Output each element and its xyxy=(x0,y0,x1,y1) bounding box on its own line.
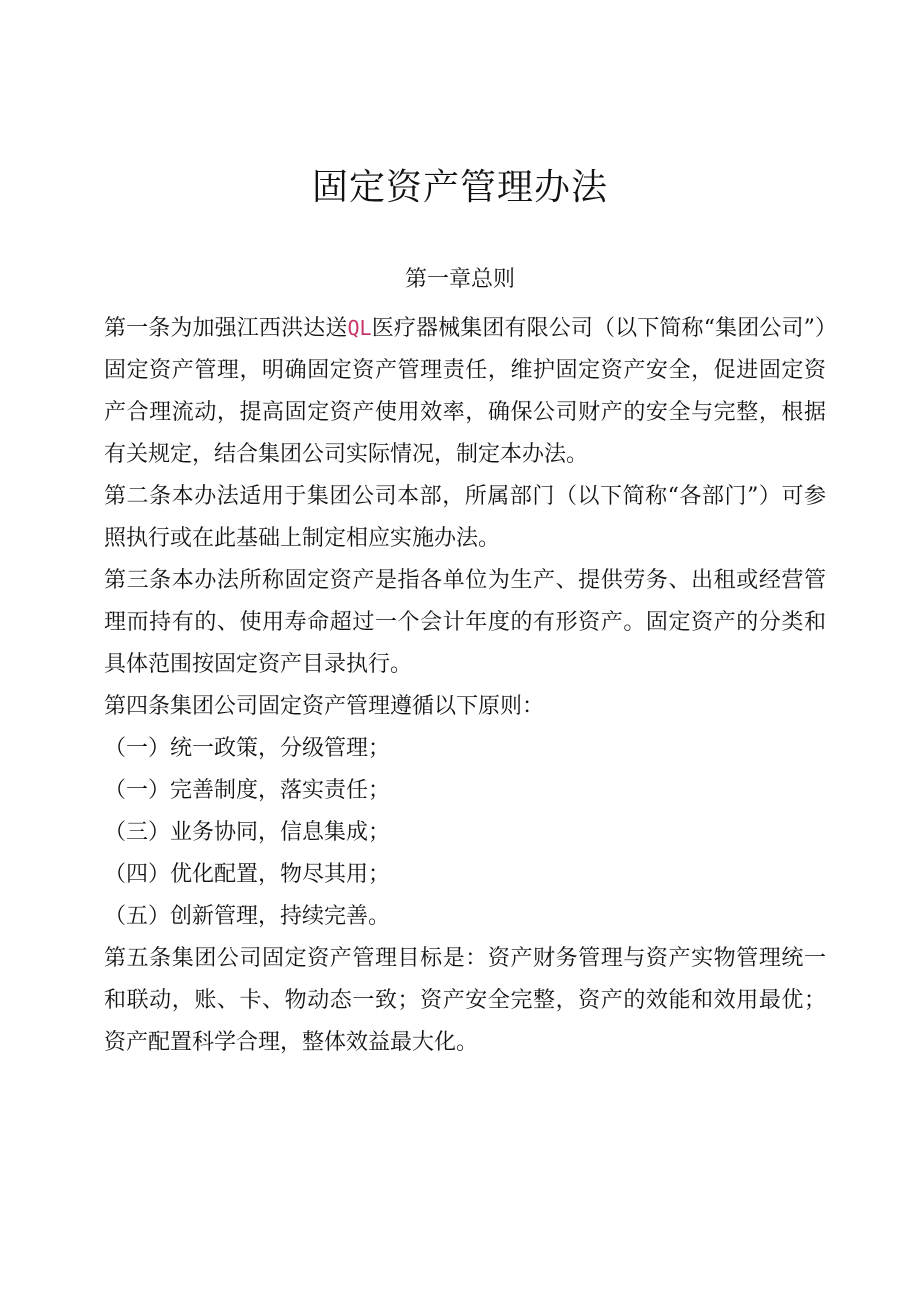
article-2: 第二条本办法适用于集团公司本部，所属部门（以下简称“各部门”）可参照执行或在此基础上制定相应实施办法。 xyxy=(104,484,826,551)
article-3: 第三条本办法所称固定资产是指各单位为生产、提供劳务、出租或经营管理而持有的、使用寿命超过一个会计年度的有形资产。固定资产的分类和具体范围按固定资产目录执行。 xyxy=(104,568,826,677)
principle-item-1: （一）统一政策，分级管理； xyxy=(104,736,391,761)
document-title: 固定资产管理办法 xyxy=(311,167,608,208)
principle-item-3: （三）业务协同，信息集成； xyxy=(104,820,391,845)
principle-item-5: （五）创新管理，持续完善。 xyxy=(104,904,391,929)
article-4: 第四条集团公司固定资产管理遵循以下原则： xyxy=(104,694,545,719)
chapter-heading: 第一章总则 xyxy=(404,267,515,292)
article-1 xyxy=(104,307,826,476)
document-body xyxy=(104,307,826,1064)
article-1-highlight: QL xyxy=(347,316,372,340)
article-5: 第五条集团公司固定资产管理目标是：资产财务管理与资产实物管理统一和联动，账、卡、物动态一致；资产安全完整，资产的效能和效用最优；资产配置科学合理，整体效益最大化。 xyxy=(104,946,826,1055)
principle-item-2: （一）完善制度，落实责任； xyxy=(104,778,391,803)
article-1-text-end: 医疗器械集团有限公司（以下简称“集团公司”）固定资产管理，明确固定资产管理责任，维护固定资产安全，促进固定资产合理流动，提高固定资产使用效率，确保公司财产的安全与完整，根据有关规定，结合集团公司实际情况，制定本办法。 xyxy=(104,316,826,467)
principle-item-4: （四）优化配置，物尽其用； xyxy=(104,862,391,887)
article-1-text-start: 第一条为加强江西洪达送 xyxy=(104,316,348,341)
